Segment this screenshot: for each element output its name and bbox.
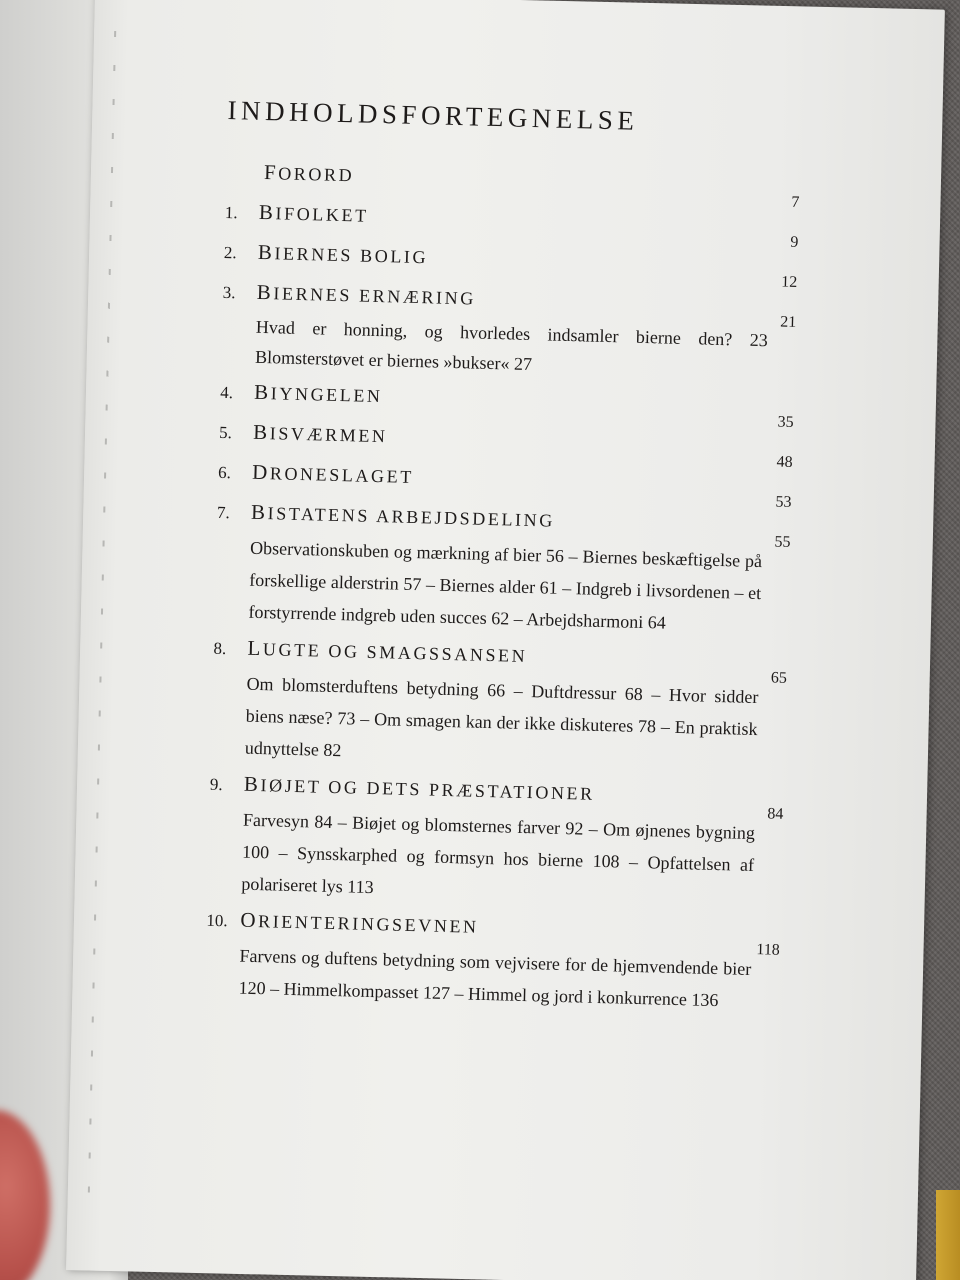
entry-number: 8. [213,638,227,659]
entry-subtopics: Hvad er honning, og hvorledes indsamler bierne den? 23 Blomsterstøvet er biernes »bukser« 27 [254,316,769,375]
entry-page: 9 [790,233,799,251]
entry-heading: BIERNES BOLIG [257,239,429,268]
entry-heading: BISVÆRMEN [252,419,388,447]
entry-page: 35 [777,413,794,431]
entry-subtopics: Observationskuben og mærkning af bier 56 – Biernes beskæftigelse på forskellige alderstrin 57 – Biernes alder 61 – Indgreb i livsordenen – et forstyrrende indgreb uden succes 62 – Arbejdsharmoni 64 [248,537,763,633]
entry-page: 7 [791,193,800,211]
table-of-contents [204,95,818,1026]
entry-page: 48 [776,453,793,471]
entry-number: 2. [223,242,237,263]
entry-heading: BIERNES ERNÆRING [256,279,477,309]
entry-page: 12 [781,273,798,291]
entry-page: 65 [770,669,788,687]
entry-heading: DRONESLAGET [251,459,415,487]
entry-heading: ORIENTERINGSEVNEN [240,907,479,937]
entry-number: 6. [217,462,232,483]
entry-number: 3. [222,282,236,303]
entry-number: 4. [219,382,234,403]
entry-number: 7. [216,502,231,523]
entry-subtopics: Om blomsterduftens betydning 66 – Duftdressur 68 – Hvor sidder biens næse? 73 – Om smagen kan der ikke diskuteres 78 – En praktisk udnyttelse 82 [244,673,759,761]
entry-heading: BIFOLKET [258,199,369,226]
entry-heading: BIYNGELEN [253,379,383,407]
entry-page: 118 [756,941,781,959]
entry-heading: BISTATENS ARBEJDSDELING [250,499,556,531]
entry-number: 5. [218,422,233,443]
entry-page: 21 [780,313,797,331]
entry-heading: BIØJET OG DETS PRÆSTATIONER [243,771,596,804]
entry-page: 84 [767,805,784,823]
entry-page: 53 [775,493,792,511]
entry-number: 9. [209,774,223,795]
entry-number: 10. [206,910,228,931]
entry-heading: LUGTE OG SMAGSSANSEN [247,635,528,667]
page-title: INDHOLDSFORTEGNELSE [227,95,639,136]
yellow-cover-edge [936,1190,960,1280]
entry-subtopics: Farvesyn 84 – Biøjet og blomsternes farver 92 – Om øjnenes bygning 100 – Synsskarphed og formsyn hos bierne 108 – Opfattelsen af polariseret lys 113 [241,809,756,898]
binding-stitches [87,31,116,1211]
entry-subtopics: Farvens og duftens betydning som vejvisere for de hjemvendende bier 120 – Himmelkompasset 127 – Himmel og jord i konkurrence 136 [238,945,752,1011]
entry-page: 55 [774,533,791,551]
entry-heading: FORORD [263,159,355,186]
entry-number: 1. [224,202,238,223]
